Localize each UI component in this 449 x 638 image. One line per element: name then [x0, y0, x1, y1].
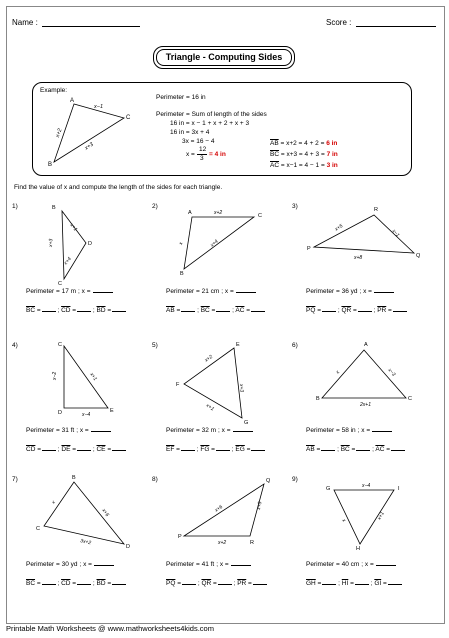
equals-sign: =: [105, 307, 112, 314]
equals-sign: =: [35, 446, 41, 453]
example-vertex-a: A: [70, 98, 75, 104]
side-label: x+6: [100, 507, 110, 518]
example-perimeter: Perimeter = 16 in: [156, 94, 206, 101]
side-answer-blank[interactable]: [42, 311, 56, 312]
side-answer-blank[interactable]: [112, 311, 126, 312]
separator: ;: [336, 580, 342, 587]
side-segment-label: $\overline{QR}$: [341, 307, 352, 314]
equals-sign: =: [315, 307, 322, 314]
problem-sides-answers: [26, 446, 126, 453]
equals-sign: =: [174, 446, 180, 453]
vertex-label: B: [316, 396, 320, 402]
problem-perimeter: [306, 561, 396, 568]
side-answer-blank[interactable]: [322, 584, 336, 585]
perimeter-text: Perimeter = 32 m: [166, 427, 217, 434]
vertex-label: D: [126, 544, 130, 550]
problem-triangle: [14, 340, 144, 428]
footer: [6, 624, 214, 633]
x-label: ; x =: [359, 288, 372, 295]
side-answer-blank[interactable]: [182, 584, 196, 585]
vertex-label: H: [356, 546, 360, 552]
triangle-outline: [44, 482, 124, 547]
example-vertex-b: B: [48, 162, 53, 168]
perimeter-text: Perimeter = 21 cm: [166, 288, 220, 295]
x-label: ; x =: [218, 427, 231, 434]
side-answer-blank[interactable]: [321, 450, 335, 451]
separator: ;: [55, 580, 62, 587]
equals-sign: =: [209, 446, 215, 453]
vertex-label: A: [364, 342, 368, 348]
instruction: Find the value of x and compute the length of the sides for each triangle.: [14, 184, 223, 191]
score-label: Score :: [326, 18, 352, 27]
side-answer-blank[interactable]: [388, 584, 402, 585]
example-step-3: 16 in = 3x + 4: [170, 129, 210, 136]
side-label: x: [50, 499, 58, 506]
side-answer-blank[interactable]: [355, 584, 369, 585]
side-label: x−4: [362, 483, 371, 489]
side-answer-blank[interactable]: [251, 311, 265, 312]
vertex-label: C: [408, 396, 412, 402]
vertex-label: D: [58, 410, 62, 416]
equals-sign: =: [35, 580, 41, 587]
side-segment-label: $\overline{AB}$: [306, 446, 315, 453]
separator: ;: [195, 307, 201, 314]
equals-sign: =: [175, 580, 182, 587]
page-title: Triangle - Computing Sides: [156, 49, 292, 66]
side-label: x: [340, 518, 347, 524]
x-label: ; x =: [79, 561, 92, 568]
separator: ;: [368, 580, 375, 587]
problem-perimeter: [306, 427, 392, 434]
problem-triangle: [154, 201, 284, 289]
name-field[interactable]: [42, 26, 140, 27]
side-label: x+2: [203, 354, 214, 364]
score-field[interactable]: [356, 26, 436, 27]
side-label: x+1: [204, 402, 216, 413]
problem-sides-answers: [166, 446, 265, 453]
triangle-outline: [184, 484, 264, 536]
side-answer-blank[interactable]: [218, 584, 232, 585]
equals-sign: =: [349, 446, 356, 453]
x-label: ; x =: [221, 288, 234, 295]
side-segment-label: $\overline{EG}$: [235, 446, 245, 453]
perimeter-text: Perimeter = 41 ft: [166, 561, 215, 568]
example-answer-ac: $\overline{AC} = x-1 = 4 - 1 = 3$ in: [270, 162, 338, 169]
problem-sides-answers: [166, 307, 265, 314]
x-answer-blank[interactable]: [374, 292, 394, 293]
side-segment-label: $\overline{BD}$: [96, 580, 106, 587]
side-answer-blank[interactable]: [112, 584, 126, 585]
example-answer-bc: $\overline{BC} = x+3 = 4 + 3 = 7$ in: [270, 151, 338, 158]
side-answer-blank[interactable]: [181, 311, 195, 312]
problem-number: 9): [292, 476, 298, 483]
problem-sides-answers: [306, 446, 405, 453]
x-label: ; x =: [357, 427, 371, 434]
problem-sides-answers: [166, 580, 267, 587]
example-step-4: 3x = 16 − 4: [182, 138, 215, 145]
side-label: x+1: [88, 371, 98, 382]
vertex-label: B: [180, 271, 184, 277]
equals-sign: =: [174, 307, 181, 314]
vertex-label: C: [58, 342, 62, 348]
example-answer-ab: $\overline{AB} = x+2 = 4 + 2 = 6$ in: [270, 140, 338, 147]
vertex-label: G: [326, 486, 331, 492]
side-segment-label: $\overline{CD}$: [61, 580, 71, 587]
problem-triangle: [294, 474, 424, 562]
x-answer-blank[interactable]: [93, 292, 113, 293]
side-label: x+2: [214, 210, 223, 216]
vertex-label: C: [258, 213, 262, 219]
side-answer-blank[interactable]: [358, 311, 372, 312]
problem-sides-answers: [26, 580, 126, 587]
vertex-label: D: [88, 241, 92, 247]
x-answer-blank[interactable]: [231, 565, 251, 566]
problem-triangle: [154, 340, 284, 428]
problem-perimeter: [166, 427, 253, 434]
problem-number: 7): [12, 476, 18, 483]
equals-sign: =: [348, 580, 354, 587]
vertex-label: B: [52, 205, 56, 211]
separator: ;: [371, 307, 378, 314]
side-label: x: [178, 241, 185, 246]
separator: ;: [56, 446, 62, 453]
side-segment-label: $\overline{CE}$: [96, 446, 106, 453]
side-segment-label: $\overline{BC}$: [26, 580, 36, 587]
triangle-outline: [64, 346, 108, 408]
vertex-label: P: [178, 534, 182, 540]
side-segment-label: $\overline{AC}$: [235, 307, 245, 314]
side-answer-blank[interactable]: [356, 450, 370, 451]
example-step-5: x =: [186, 151, 195, 158]
perimeter-text: Perimeter = 17 m: [26, 288, 77, 295]
example-step-2: 16 in = x − 1 + x + 2 + x + 3: [170, 120, 250, 127]
equals-sign: =: [209, 307, 216, 314]
problem-number: 8): [152, 476, 158, 483]
x-answer-blank[interactable]: [94, 565, 114, 566]
problem-sides-answers: [306, 307, 407, 314]
side-label: x+3: [238, 383, 245, 393]
example-side-bc: x+3: [83, 141, 95, 152]
side-label: x+6: [213, 504, 224, 514]
side-answer-blank[interactable]: [391, 450, 405, 451]
side-label: x−2: [52, 371, 58, 380]
problem-perimeter: [26, 288, 113, 295]
x-label: ; x =: [78, 288, 91, 295]
separator: ;: [194, 446, 201, 453]
side-answer-blank[interactable]: [77, 311, 91, 312]
equals-sign: =: [246, 580, 252, 587]
side-label: x+5: [256, 501, 264, 511]
perimeter-text: Perimeter = 40 cm: [306, 561, 360, 568]
side-label: x+1: [68, 222, 79, 233]
problem-triangle: [14, 474, 144, 562]
side-answer-blank[interactable]: [77, 450, 91, 451]
separator: ;: [91, 580, 97, 587]
vertex-label: G: [244, 420, 249, 426]
equals-sign: =: [315, 580, 322, 587]
equals-sign: =: [105, 580, 112, 587]
vertex-label: R: [374, 207, 378, 213]
side-segment-label: $\overline{BC}$: [340, 446, 350, 453]
separator: ;: [196, 580, 202, 587]
equals-sign: =: [70, 446, 77, 453]
example-step-1: Perimeter = Sum of length of the sides: [156, 111, 267, 118]
side-segment-label: $\overline{HI}$: [341, 580, 349, 587]
example-triangle: [40, 92, 140, 170]
side-segment-label: $\overline{GI}$: [374, 580, 382, 587]
side-answer-blank[interactable]: [181, 450, 195, 451]
side-answer-blank[interactable]: [251, 450, 265, 451]
equals-sign: =: [384, 446, 391, 453]
x-label: ; x =: [361, 561, 374, 568]
equals-sign: =: [35, 307, 41, 314]
separator: ;: [91, 446, 97, 453]
side-answer-blank[interactable]: [393, 311, 407, 312]
side-label: x−3: [386, 367, 397, 378]
side-segment-label: $\overline{EF}$: [166, 446, 175, 453]
problem-triangle: [14, 201, 144, 289]
side-segment-label: $\overline{QR}$: [201, 580, 212, 587]
side-label: x+8: [354, 255, 363, 261]
separator: ;: [335, 446, 341, 453]
name-label: Name :: [12, 18, 38, 27]
vertex-label: E: [110, 408, 114, 414]
side-segment-label: $\overline{GH}$: [306, 580, 316, 587]
problem-sides-answers: [306, 580, 402, 587]
vertex-label: A: [188, 210, 192, 216]
footer-prefix: Printable Math Worksheets @: [6, 624, 108, 633]
problem-number: 2): [152, 203, 158, 210]
problem-triangle: [154, 474, 284, 562]
example-x-answer: = 4 in: [209, 151, 226, 158]
vertex-label: Q: [266, 478, 271, 484]
problem-perimeter: [166, 561, 251, 568]
footer-site-link[interactable]: www.mathworksheets4kids.com: [107, 624, 214, 633]
x-label: ; x =: [76, 427, 89, 434]
triangle-outline: [334, 490, 394, 544]
side-answer-blank[interactable]: [216, 311, 230, 312]
x-answer-blank[interactable]: [236, 292, 256, 293]
side-label: x+4: [62, 256, 73, 267]
side-answer-blank[interactable]: [112, 450, 126, 451]
equals-sign: =: [105, 446, 112, 453]
separator: ;: [55, 307, 62, 314]
problem-perimeter: [26, 561, 114, 568]
side-label: x+1: [376, 510, 386, 521]
side-segment-label: $\overline{DE}$: [61, 446, 71, 453]
side-answer-blank[interactable]: [42, 584, 56, 585]
x-answer-blank[interactable]: [91, 431, 111, 432]
separator: ;: [370, 446, 376, 453]
vertex-label: P: [307, 246, 311, 252]
side-segment-label: $\overline{CD}$: [26, 446, 36, 453]
equals-sign: =: [314, 446, 321, 453]
side-segment-label: $\overline{CD}$: [61, 307, 71, 314]
example-fraction-num: 12: [199, 146, 207, 153]
problem-perimeter: [306, 288, 394, 295]
side-answer-blank[interactable]: [216, 450, 230, 451]
side-label: x: [335, 369, 342, 376]
problem-triangle: [294, 201, 424, 289]
side-segment-label: $\overline{BC}$: [200, 307, 210, 314]
side-segment-label: $\overline{PR}$: [377, 307, 387, 314]
side-label: x+4: [209, 238, 220, 249]
perimeter-text: Perimeter = 30 yd: [26, 561, 78, 568]
example-side-ac: x−1: [94, 104, 104, 110]
separator: ;: [336, 307, 342, 314]
vertex-label: E: [236, 342, 240, 348]
side-segment-label: $\overline{BD}$: [96, 307, 106, 314]
equals-sign: =: [386, 307, 392, 314]
separator: ;: [229, 446, 236, 453]
x-answer-blank[interactable]: [372, 431, 392, 432]
side-label: x−1: [390, 228, 401, 239]
example-fraction-den: 3: [200, 155, 204, 162]
side-segment-label: $\overline{PQ}$: [166, 580, 176, 587]
perimeter-text: Perimeter = 58 in: [306, 427, 356, 434]
side-label: 2x+1: [360, 402, 371, 408]
side-label: x+2: [218, 540, 227, 546]
vertex-label: Q: [416, 253, 421, 259]
side-segment-label: $\overline{AB}$: [166, 307, 175, 314]
separator: ;: [230, 307, 236, 314]
example-side-ab: x+2: [54, 127, 64, 139]
x-answer-blank[interactable]: [376, 565, 396, 566]
equals-sign: =: [70, 307, 77, 314]
vertex-label: C: [58, 281, 62, 287]
perimeter-text: Perimeter = 36 yd: [306, 288, 358, 295]
side-label: x+3: [48, 238, 55, 248]
vertex-label: F: [176, 382, 180, 388]
side-segment-label: $\overline{FG}$: [200, 446, 210, 453]
vertex-label: R: [250, 540, 254, 546]
problem-perimeter: [26, 427, 111, 434]
triangle-outline: [62, 211, 86, 279]
problem-perimeter: [166, 288, 256, 295]
equals-sign: =: [70, 580, 77, 587]
equals-sign: =: [244, 307, 251, 314]
perimeter-text: Perimeter = 31 ft: [26, 427, 75, 434]
equals-sign: =: [351, 307, 357, 314]
side-label: x−4: [82, 412, 91, 418]
equals-sign: =: [381, 580, 387, 587]
side-segment-label: $\overline{PQ}$: [306, 307, 316, 314]
problem-number: 5): [152, 342, 158, 349]
problem-triangle: [294, 340, 424, 428]
side-answer-blank[interactable]: [253, 584, 267, 585]
side-segment-label: $\overline{PR}$: [237, 580, 247, 587]
x-label: ; x =: [216, 561, 229, 568]
separator: ;: [91, 307, 97, 314]
equals-sign: =: [211, 580, 217, 587]
problem-sides-answers: [26, 307, 126, 314]
example-vertex-c: C: [126, 115, 131, 121]
vertex-label: I: [398, 486, 400, 492]
side-answer-blank[interactable]: [42, 450, 56, 451]
problem-number: 1): [12, 203, 18, 210]
problem-number: 6): [292, 342, 298, 349]
side-label: 3x+2: [79, 538, 92, 547]
side-answer-blank[interactable]: [322, 311, 336, 312]
separator: ;: [231, 580, 238, 587]
problem-number: 4): [12, 342, 18, 349]
x-answer-blank[interactable]: [233, 431, 253, 432]
equals-sign: =: [244, 446, 251, 453]
side-segment-label: $\overline{BC}$: [26, 307, 36, 314]
vertex-label: B: [72, 475, 76, 481]
problem-number: 3): [292, 203, 298, 210]
side-segment-label: $\overline{AC}$: [375, 446, 385, 453]
side-label: x+5: [333, 223, 345, 233]
vertex-label: C: [36, 526, 40, 532]
example-label: Example:: [40, 87, 68, 94]
side-answer-blank[interactable]: [77, 584, 91, 585]
